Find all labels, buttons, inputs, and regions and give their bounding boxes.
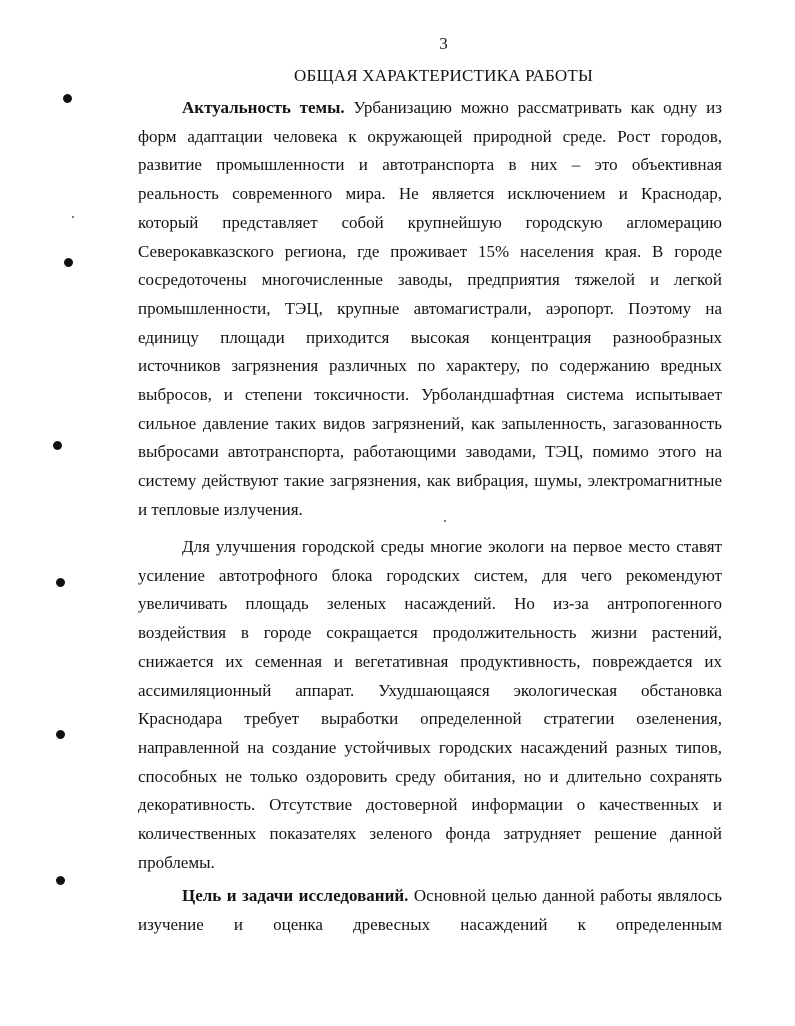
section-urban-environment: [138, 533, 722, 877]
paragraph: [138, 94, 722, 525]
paragraph-text: Основной целью данной работы являлось изучение и оценка древесных насаждений к определенным: [138, 886, 722, 934]
page-number: 3: [439, 34, 448, 53]
section-heading: Цель и задачи исследований.: [182, 886, 409, 905]
scan-speck: [72, 216, 74, 218]
paragraph-text: Для улучшения городской среды многие экологи на первое место ставят усиление автотрофного блока городских систем, для чего рекомендуют увеличивать площадь зеленых насаждений. Но из-за антропогенного воздействия в городе сокращается продолжительность жизни растений, снижается их семенная и вегетативная продуктивность, повреждается их ассимиляционный аппарат. Ухудшающаяся экологическая обстановка Краснодара требует выработки определенной стратегии озеленения, направленной на создание устойчивых городских насаждений разных типов, способных не только оздоровить среду обитания, но и длительно сохранять декоративность. Отсутствие достоверной информации о качественных и количественных показателях зеленого фонда затрудняет решение данной проблемы.: [138, 537, 722, 872]
paragraph: [138, 882, 722, 939]
page-title: ОБЩАЯ ХАРАКТЕРИСТИКА РАБОТЫ: [294, 66, 593, 85]
binder-hole: [56, 730, 65, 739]
binder-hole: [63, 94, 72, 103]
paragraph-text: Урбанизацию можно рассматривать как одну из форм адаптации человека к окружающей природной среде. Рост городов, развитие промышленности и автотранспорта в них – это объективная реальность современного мира. Не является исключением и Краснодар, который представляет собой крупнейшую городскую агломерацию Северокавказского региона, где проживает 15% населения края. В городе сосредоточены многочисленные заводы, предприятия тяжелой и легкой промышленности, ТЭЦ, крупные автомагистрали, аэропорт. Поэтому на единицу площади приходится высокая концентрация разнообразных источников загрязнения различных по характеру, по содержанию вредных выбросов, и степени токсичности. Урболандшафтная система испытывает сильное давление таких видов загрязнений, как запыленность, загазованность выбросами автотранспорта, работающими заводами, ТЭЦ, помимо этого на систему действуют такие загрязнения, как вибрация, шумы, электромагнитные и тепловые излучения.: [138, 98, 722, 519]
section-goals: [138, 882, 722, 939]
binder-hole: [53, 441, 62, 450]
section-heading: Актуальность темы.: [182, 98, 345, 117]
paragraph: [138, 533, 722, 877]
section-relevance: [138, 94, 722, 525]
binder-hole: [64, 258, 73, 267]
binder-hole: [56, 876, 65, 885]
binder-hole: [56, 578, 65, 587]
